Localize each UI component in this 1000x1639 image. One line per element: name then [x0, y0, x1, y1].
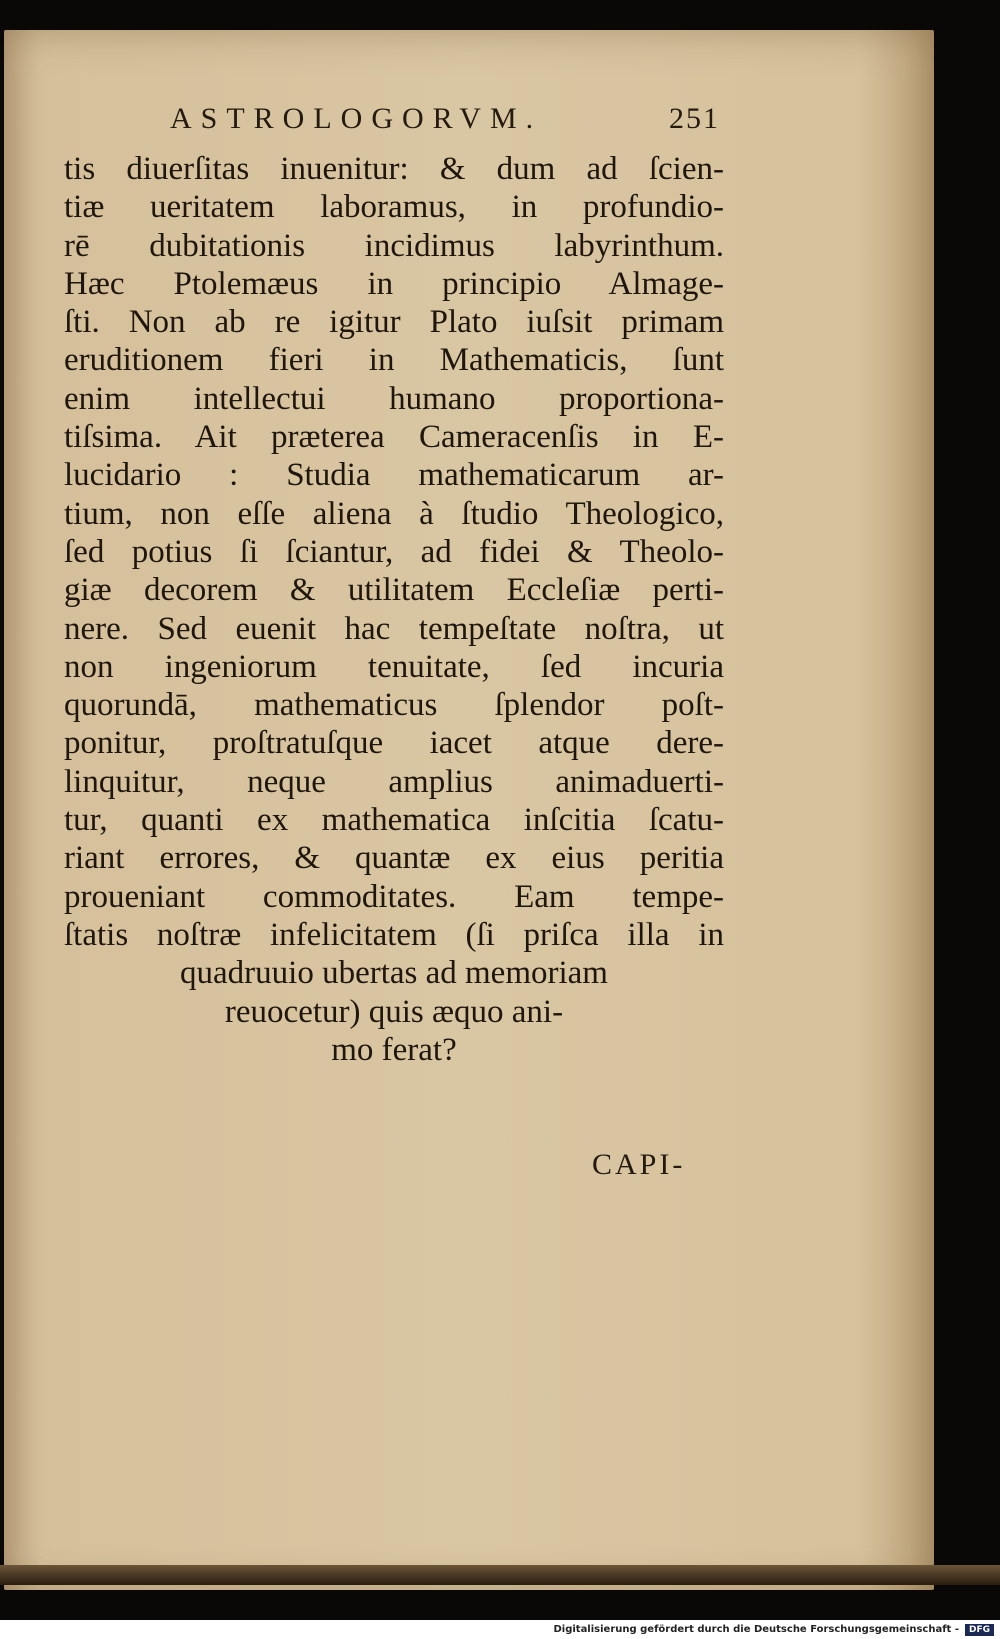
text-line: nere. Sed euenit hac tempeſtate noſtra, ut: [64, 610, 724, 647]
text-line: proueniant commoditates. Eam tempe-: [64, 878, 724, 915]
catchword: CAPI-: [592, 1148, 686, 1181]
text-line: reuocetur) quis æquo ani-: [224, 993, 564, 1030]
page-edge: [0, 1565, 1000, 1585]
text-line: tur, quanti ex mathematica inſcitia ſcatu-: [64, 802, 724, 839]
text-line: quorundā, mathematicus ſplendor poſt-: [64, 687, 724, 724]
text-line: riant errores, & quantæ ex eius peritia: [64, 840, 724, 877]
text-line: quadruuio ubertas ad memoriam: [180, 955, 608, 992]
text-line: giæ decorem & utilitatem Eccleſiæ perti-: [64, 572, 724, 609]
body-text: [64, 150, 724, 1069]
footer-bar: [0, 1620, 1000, 1639]
text-line: non ingeniorum tenuitate, ſed incuria: [64, 648, 724, 685]
running-title: ASTROLOGORVM.: [170, 102, 543, 135]
footer-credit: Digitalisierung gefördert durch die Deutsche Forschungsgemeinschaft -: [553, 1624, 959, 1635]
text-line: tis diuerſitas inuenitur: & dum ad ſcien-: [64, 151, 724, 187]
text-line: tiæ ueritatem laboramus, in profundio-: [64, 189, 724, 226]
text-line: eruditionem fieri in Mathematicis, ſunt: [64, 342, 724, 379]
text-line: ſti. Non ab re igitur Plato iuſsit primam: [64, 304, 724, 341]
text-line: tium, non eſſe aliena à ſtudio Theologico,: [64, 495, 724, 532]
text-line: linquitur, neque amplius animaduerti-: [64, 763, 724, 800]
text-line: ſtatis noſtræ infelicitatem (ſi priſca illa in: [64, 916, 724, 953]
text-line: enim intellectui humano proportiona-: [64, 380, 724, 417]
text-line: ſed potius ſi ſciantur, ad fidei & Theolo-: [64, 533, 724, 570]
text-line: lucidario : Studia mathematicarum ar-: [64, 457, 724, 494]
running-head: [170, 102, 720, 136]
text-line: rē dubitationis incidimus labyrinthum.: [64, 227, 724, 264]
text-line: Hæc Ptolemæus in principio Almage-: [64, 265, 724, 302]
text-line: tiſsima. Ait præterea Cameracenſis in E-: [64, 419, 724, 456]
page-number: 251: [669, 102, 720, 135]
dfg-logo: DFG: [965, 1624, 994, 1636]
text-line: ponitur, proſtratuſque iacet atque dere-: [64, 725, 724, 762]
text-line: mo ferat?: [331, 1031, 457, 1068]
